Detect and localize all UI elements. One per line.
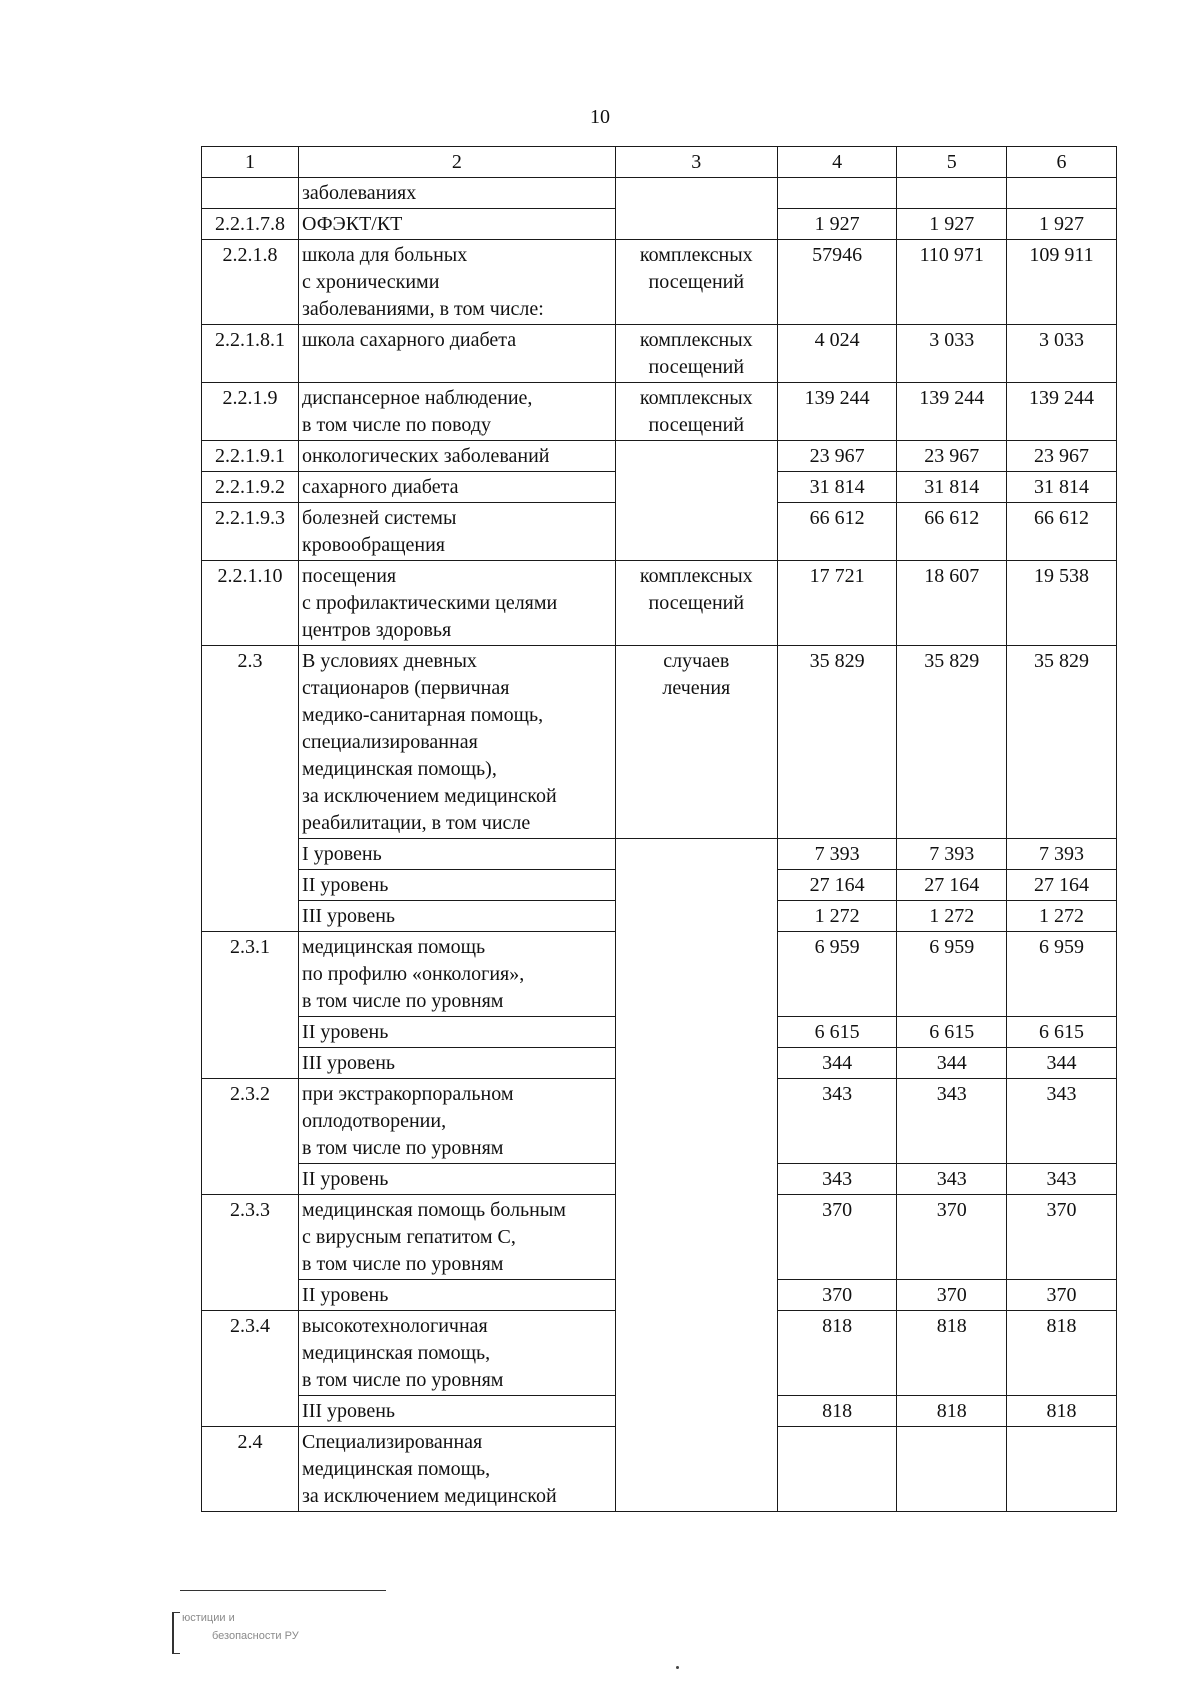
row-value-v4: 4 024 [777, 325, 896, 383]
row-value-v4: 344 [777, 1048, 896, 1079]
row-value-v4: 6 615 [777, 1017, 896, 1048]
cell-line: посещений [648, 356, 745, 378]
cell-line: кровообращения [302, 534, 445, 556]
cell-line: посещений [648, 592, 745, 614]
cell-line: за исключением медицинской [302, 785, 557, 807]
stamp-line [180, 1590, 386, 1591]
row-value-v4: 31 814 [777, 472, 896, 503]
row-value-v5: 23 967 [897, 441, 1007, 472]
cell-line: медицинская помощь, [302, 1342, 491, 1364]
row-value-v5: 1 272 [897, 901, 1007, 932]
cell-line: болезней системы [302, 507, 457, 529]
row-unit [615, 441, 777, 561]
row-name [299, 503, 616, 561]
table-row [202, 178, 1117, 209]
cell-line: высокотехнологичная [302, 1315, 488, 1337]
row-value-v6 [1007, 178, 1117, 209]
row-value-v4: 1 927 [777, 209, 896, 240]
table-row [202, 383, 1117, 441]
row-name [299, 325, 616, 383]
cell-line: школа сахарного диабета [302, 329, 517, 351]
column-header: 1 [202, 147, 299, 178]
row-name [299, 839, 616, 870]
row-value-v6: 370 [1007, 1280, 1117, 1311]
row-value-v6: 818 [1007, 1396, 1117, 1427]
stamp-bracket [172, 1612, 180, 1654]
row-code: 2.2.1.9.3 [202, 503, 299, 561]
cell-line: в том числе по уровням [302, 1137, 504, 1159]
cell-line: центров здоровья [302, 619, 452, 641]
row-value-v4: 370 [777, 1280, 896, 1311]
cell-line: II уровень [302, 1168, 389, 1190]
row-name [299, 1048, 616, 1079]
speck [676, 1666, 679, 1669]
row-code: 2.3.3 [202, 1195, 299, 1311]
row-code: 2.2.1.7.8 [202, 209, 299, 240]
row-value-v6: 31 814 [1007, 472, 1117, 503]
cell-line: II уровень [302, 1021, 389, 1043]
cell-line: медицинская помощь [302, 936, 486, 958]
row-value-v5: 6 959 [897, 932, 1007, 1017]
column-header: 6 [1007, 147, 1117, 178]
row-value-v6: 6 615 [1007, 1017, 1117, 1048]
row-unit [615, 561, 777, 646]
row-name [299, 561, 616, 646]
row-value-v4: 17 721 [777, 561, 896, 646]
cell-line: с профилактическими целями [302, 592, 558, 614]
cell-line: сахарного диабета [302, 476, 459, 498]
row-code: 2.2.1.9 [202, 383, 299, 441]
table-row [202, 441, 1117, 472]
cell-line: в том числе по уровням [302, 1253, 504, 1275]
row-value-v6: 109 911 [1007, 240, 1117, 325]
stamp [172, 1590, 372, 1650]
cell-line: комплексных [639, 387, 753, 409]
row-value-v5: 343 [897, 1079, 1007, 1164]
cell-line: ОФЭКТ/КТ [302, 213, 403, 235]
cell-line: с хроническими [302, 271, 440, 293]
table-header-row [202, 147, 1117, 178]
row-value-v6: 27 164 [1007, 870, 1117, 901]
row-name [299, 240, 616, 325]
row-value-v4: 343 [777, 1164, 896, 1195]
cell-line: медицинская помощь больным [302, 1199, 566, 1221]
cell-line: Специализированная [302, 1431, 483, 1453]
column-header: 3 [615, 147, 777, 178]
row-value-v6: 23 967 [1007, 441, 1117, 472]
row-name [299, 441, 616, 472]
cell-line: комплексных [639, 244, 753, 266]
row-value-v5: 31 814 [897, 472, 1007, 503]
row-code: 2.3.4 [202, 1311, 299, 1427]
row-name [299, 1396, 616, 1427]
row-value-v5 [897, 1427, 1007, 1512]
stamp-text-3: безопасности РУ [212, 1630, 299, 1642]
row-value-v4: 139 244 [777, 383, 896, 441]
cell-line: комплексных [639, 565, 753, 587]
row-unit [615, 178, 777, 240]
row-value-v4: 27 164 [777, 870, 896, 901]
cell-line: комплексных [639, 329, 753, 351]
cell-line: диспансерное наблюдение, [302, 387, 533, 409]
row-value-v6: 818 [1007, 1311, 1117, 1396]
row-value-v4: 1 272 [777, 901, 896, 932]
row-unit [615, 839, 777, 1512]
stamp-text-2: юстиции и [182, 1612, 235, 1624]
row-value-v6: 6 959 [1007, 932, 1117, 1017]
row-value-v6: 3 033 [1007, 325, 1117, 383]
row-code: 2.2.1.9.1 [202, 441, 299, 472]
row-name [299, 383, 616, 441]
row-value-v5: 818 [897, 1311, 1007, 1396]
row-name [299, 1164, 616, 1195]
row-name [299, 1280, 616, 1311]
row-value-v5: 344 [897, 1048, 1007, 1079]
row-value-v6: 35 829 [1007, 646, 1117, 839]
row-code: 2.2.1.8.1 [202, 325, 299, 383]
row-value-v6: 343 [1007, 1079, 1117, 1164]
row-name [299, 1079, 616, 1164]
row-code: 2.3 [202, 646, 299, 932]
row-value-v4: 7 393 [777, 839, 896, 870]
row-code: 2.3.1 [202, 932, 299, 1079]
cell-line: по профилю «онкология», [302, 963, 525, 985]
row-value-v5: 370 [897, 1195, 1007, 1280]
cell-line: в том числе по уровням [302, 990, 504, 1012]
row-value-v6: 139 244 [1007, 383, 1117, 441]
cell-line: при экстракорпоральном [302, 1083, 514, 1105]
row-value-v5: 66 612 [897, 503, 1007, 561]
row-code [202, 178, 299, 209]
row-name [299, 1017, 616, 1048]
row-name [299, 472, 616, 503]
row-value-v5: 3 033 [897, 325, 1007, 383]
cell-line: школа для больных [302, 244, 468, 266]
cell-line: медико-санитарная помощь, [302, 704, 544, 726]
cell-line: с вирусным гепатитом С, [302, 1226, 516, 1248]
cell-line: III уровень [302, 1052, 396, 1074]
row-value-v6: 370 [1007, 1195, 1117, 1280]
row-value-v5: 110 971 [897, 240, 1007, 325]
cell-line: оплодотворении, [302, 1110, 447, 1132]
row-value-v5: 1 927 [897, 209, 1007, 240]
row-unit [615, 325, 777, 383]
cell-line: реабилитации, в том числе [302, 812, 531, 834]
row-value-v4: 6 959 [777, 932, 896, 1017]
page-number: 10 [590, 106, 610, 128]
row-name [299, 1427, 616, 1512]
row-value-v5: 818 [897, 1396, 1007, 1427]
row-value-v4 [777, 178, 896, 209]
row-value-v5: 7 393 [897, 839, 1007, 870]
row-value-v4: 370 [777, 1195, 896, 1280]
cell-line: посещения [302, 565, 397, 587]
row-value-v5: 370 [897, 1280, 1007, 1311]
row-name [299, 1311, 616, 1396]
cell-line: заболеваниях [302, 182, 417, 204]
row-value-v5: 27 164 [897, 870, 1007, 901]
row-value-v6: 344 [1007, 1048, 1117, 1079]
data-table [201, 146, 1117, 1512]
row-value-v6 [1007, 1427, 1117, 1512]
row-value-v6: 343 [1007, 1164, 1117, 1195]
cell-line: посещений [648, 271, 745, 293]
row-unit [615, 383, 777, 441]
row-code: 2.2.1.10 [202, 561, 299, 646]
row-value-v5: 343 [897, 1164, 1007, 1195]
cell-line: III уровень [302, 905, 396, 927]
row-value-v4: 343 [777, 1079, 896, 1164]
row-value-v5: 6 615 [897, 1017, 1007, 1048]
cell-line: случаев [663, 650, 730, 672]
row-value-v6: 66 612 [1007, 503, 1117, 561]
cell-line: заболеваниями, в том числе: [302, 298, 544, 320]
row-name [299, 901, 616, 932]
cell-line: В условиях дневных [302, 650, 477, 672]
cell-line: медицинская помощь), [302, 758, 497, 780]
row-value-v5: 18 607 [897, 561, 1007, 646]
row-code: 2.3.2 [202, 1079, 299, 1195]
row-name [299, 1195, 616, 1280]
row-value-v4: 23 967 [777, 441, 896, 472]
row-value-v4: 818 [777, 1311, 896, 1396]
column-header: 2 [299, 147, 616, 178]
row-value-v5: 139 244 [897, 383, 1007, 441]
row-code: 2.2.1.8 [202, 240, 299, 325]
row-name [299, 870, 616, 901]
cell-line: за исключением медицинской [302, 1485, 557, 1507]
cell-line: I уровень [302, 843, 382, 865]
row-value-v4: 35 829 [777, 646, 896, 839]
cell-line: медицинская помощь, [302, 1458, 491, 1480]
cell-line: стационаров (первичная [302, 677, 510, 699]
cell-line: II уровень [302, 874, 389, 896]
table-row [202, 646, 1117, 839]
cell-line: II уровень [302, 1284, 389, 1306]
row-value-v5: 35 829 [897, 646, 1007, 839]
cell-line: специализированная [302, 731, 478, 753]
row-code: 2.4 [202, 1427, 299, 1512]
row-code: 2.2.1.9.2 [202, 472, 299, 503]
row-value-v6: 1 927 [1007, 209, 1117, 240]
row-value-v4: 57946 [777, 240, 896, 325]
row-value-v6: 19 538 [1007, 561, 1117, 646]
row-value-v5 [897, 178, 1007, 209]
column-header: 4 [777, 147, 896, 178]
cell-line: III уровень [302, 1400, 396, 1422]
row-value-v4 [777, 1427, 896, 1512]
row-name [299, 209, 616, 240]
table-row [202, 240, 1117, 325]
row-value-v6: 7 393 [1007, 839, 1117, 870]
cell-line: онкологических заболеваний [302, 445, 550, 467]
row-value-v6: 1 272 [1007, 901, 1117, 932]
cell-line: в том числе по уровням [302, 1369, 504, 1391]
table-row [202, 561, 1117, 646]
row-name [299, 178, 616, 209]
row-value-v4: 66 612 [777, 503, 896, 561]
row-unit [615, 240, 777, 325]
column-header: 5 [897, 147, 1007, 178]
row-unit [615, 646, 777, 839]
table-row [202, 839, 1117, 870]
cell-line: посещений [648, 414, 745, 436]
row-value-v4: 818 [777, 1396, 896, 1427]
cell-line: в том числе по поводу [302, 414, 492, 436]
table-row [202, 325, 1117, 383]
row-name [299, 646, 616, 839]
cell-line: лечения [662, 677, 731, 699]
row-name [299, 932, 616, 1017]
